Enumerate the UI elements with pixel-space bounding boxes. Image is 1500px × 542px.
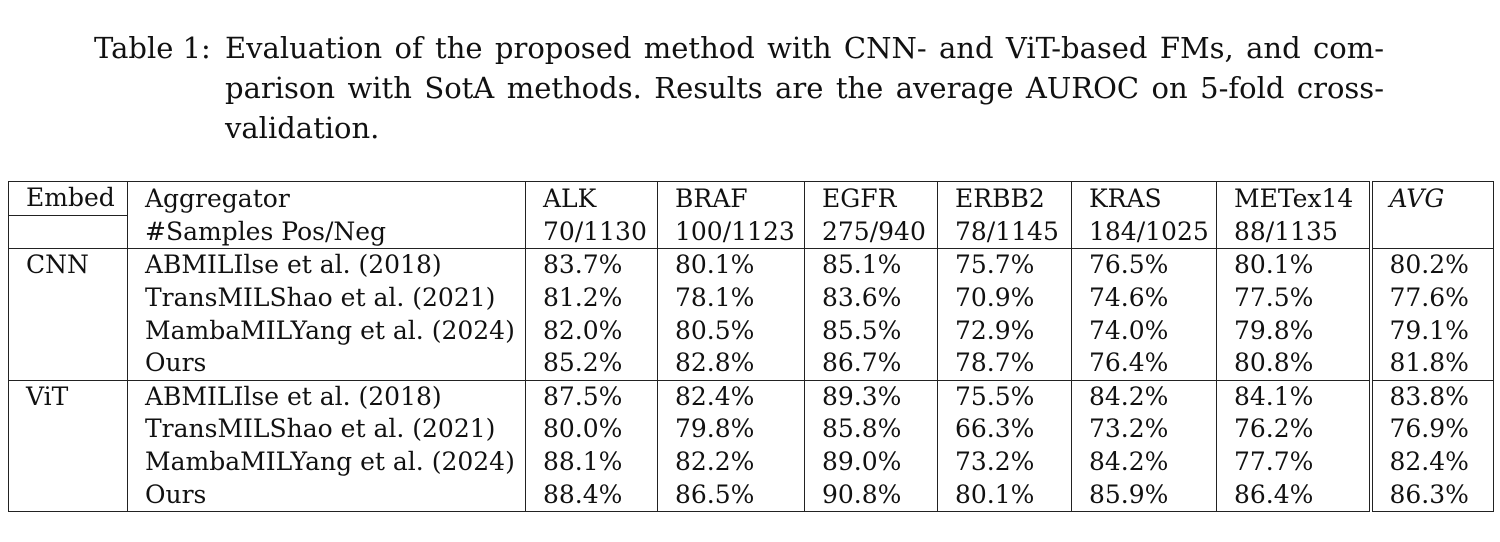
samples-erbb2: 78/1145	[938, 215, 1072, 249]
value-cell: 85.5%	[805, 314, 938, 347]
value-cell: 84.2%	[1072, 446, 1217, 479]
avg-cell: 77.6%	[1371, 282, 1494, 315]
header-avg: AVG	[1371, 182, 1494, 216]
value-cell: 83.6%	[805, 282, 938, 315]
aggregator-cell: TransMILShao et al. (2021)	[128, 413, 526, 446]
header-row	[9, 182, 1494, 216]
header-aggregator: Aggregator	[128, 182, 526, 216]
value-cell: 79.8%	[658, 413, 805, 446]
value-cell: 89.0%	[805, 446, 938, 479]
value-cell: 74.6%	[1072, 282, 1217, 315]
avg-cell: 86.3%	[1371, 478, 1494, 511]
table-caption	[94, 28, 1384, 148]
value-cell: 90.8%	[805, 478, 938, 511]
value-cell: 80.5%	[658, 314, 805, 347]
value-cell: 89.3%	[805, 380, 938, 413]
value-cell: 80.0%	[526, 413, 658, 446]
value-cell: 73.2%	[938, 446, 1072, 479]
header-metex14: METex14	[1217, 182, 1371, 216]
avg-cell: 76.9%	[1371, 413, 1494, 446]
table-row	[9, 282, 1494, 315]
value-cell: 70.9%	[938, 282, 1072, 315]
embed-empty	[9, 347, 128, 380]
value-cell: 72.9%	[938, 314, 1072, 347]
value-cell: 82.2%	[658, 446, 805, 479]
value-cell: 80.1%	[938, 478, 1072, 511]
value-cell: 74.0%	[1072, 314, 1217, 347]
embed-empty	[9, 413, 128, 446]
value-cell: 84.1%	[1217, 380, 1371, 413]
value-cell: 85.8%	[805, 413, 938, 446]
value-cell: 79.8%	[1217, 314, 1371, 347]
table-row	[9, 347, 1494, 380]
value-cell: 86.7%	[805, 347, 938, 380]
value-cell: 80.1%	[1217, 249, 1371, 282]
header-braf: BRAF	[658, 182, 805, 216]
avg-cell: 83.8%	[1371, 380, 1494, 413]
aggregator-cell: MambaMILYang et al. (2024)	[128, 314, 526, 347]
value-cell: 76.2%	[1217, 413, 1371, 446]
table-row	[9, 413, 1494, 446]
value-cell: 84.2%	[1072, 380, 1217, 413]
caption-label: Table 1:	[94, 31, 211, 65]
samples-egfr: 275/940	[805, 215, 938, 249]
samples-alk: 70/1130	[526, 215, 658, 249]
embed-vit: ViT	[9, 380, 128, 413]
aggregator-cell: TransMILShao et al. (2021)	[128, 282, 526, 315]
value-cell: 85.1%	[805, 249, 938, 282]
value-cell: 82.0%	[526, 314, 658, 347]
caption-text: Evaluation of the proposed method with CNN- and ViT-based FMs, and comparison with SotA methods. Results are the average AUROC on 5-fold crossvalidation.	[225, 31, 1384, 145]
avg-cell: 82.4%	[1371, 446, 1494, 479]
value-cell: 76.4%	[1072, 347, 1217, 380]
value-cell: 87.5%	[526, 380, 658, 413]
embed-empty	[9, 282, 128, 315]
value-cell: 77.5%	[1217, 282, 1371, 315]
value-cell: 85.2%	[526, 347, 658, 380]
value-cell: 80.8%	[1217, 347, 1371, 380]
header-embed: Embed	[9, 182, 128, 216]
value-cell: 78.7%	[938, 347, 1072, 380]
aggregator-cell: Ours	[128, 478, 526, 511]
aggregator-cell: ABMILIlse et al. (2018)	[128, 249, 526, 282]
results-table	[8, 181, 1494, 512]
header-alk: ALK	[526, 182, 658, 216]
value-cell: 86.4%	[1217, 478, 1371, 511]
samples-label: #Samples Pos/Neg	[128, 215, 526, 249]
aggregator-cell: ABMILIlse et al. (2018)	[128, 380, 526, 413]
avg-cell: 81.8%	[1371, 347, 1494, 380]
header-kras: KRAS	[1072, 182, 1217, 216]
samples-row	[9, 215, 1494, 249]
aggregator-cell: MambaMILYang et al. (2024)	[128, 446, 526, 479]
samples-embed-empty	[9, 215, 128, 249]
value-cell: 88.4%	[526, 478, 658, 511]
value-cell: 75.7%	[938, 249, 1072, 282]
embed-empty	[9, 446, 128, 479]
table-row	[9, 478, 1494, 511]
value-cell: 75.5%	[938, 380, 1072, 413]
avg-cell: 79.1%	[1371, 314, 1494, 347]
value-cell: 66.3%	[938, 413, 1072, 446]
header-egfr: EGFR	[805, 182, 938, 216]
header-erbb2: ERBB2	[938, 182, 1072, 216]
table-row	[9, 314, 1494, 347]
value-cell: 82.8%	[658, 347, 805, 380]
embed-empty	[9, 478, 128, 511]
samples-braf: 100/1123	[658, 215, 805, 249]
avg-cell: 80.2%	[1371, 249, 1494, 282]
samples-kras: 184/1025	[1072, 215, 1217, 249]
value-cell: 77.7%	[1217, 446, 1371, 479]
table-row	[9, 249, 1494, 282]
samples-metex14: 88/1135	[1217, 215, 1371, 249]
samples-avg	[1371, 215, 1494, 249]
value-cell: 80.1%	[658, 249, 805, 282]
embed-cnn: CNN	[9, 249, 128, 282]
aggregator-cell: Ours	[128, 347, 526, 380]
value-cell: 85.9%	[1072, 478, 1217, 511]
value-cell: 83.7%	[526, 249, 658, 282]
value-cell: 86.5%	[658, 478, 805, 511]
table-row	[9, 380, 1494, 413]
value-cell: 81.2%	[526, 282, 658, 315]
value-cell: 73.2%	[1072, 413, 1217, 446]
value-cell: 76.5%	[1072, 249, 1217, 282]
value-cell: 78.1%	[658, 282, 805, 315]
table-row	[9, 446, 1494, 479]
value-cell: 88.1%	[526, 446, 658, 479]
value-cell: 82.4%	[658, 380, 805, 413]
embed-empty	[9, 314, 128, 347]
